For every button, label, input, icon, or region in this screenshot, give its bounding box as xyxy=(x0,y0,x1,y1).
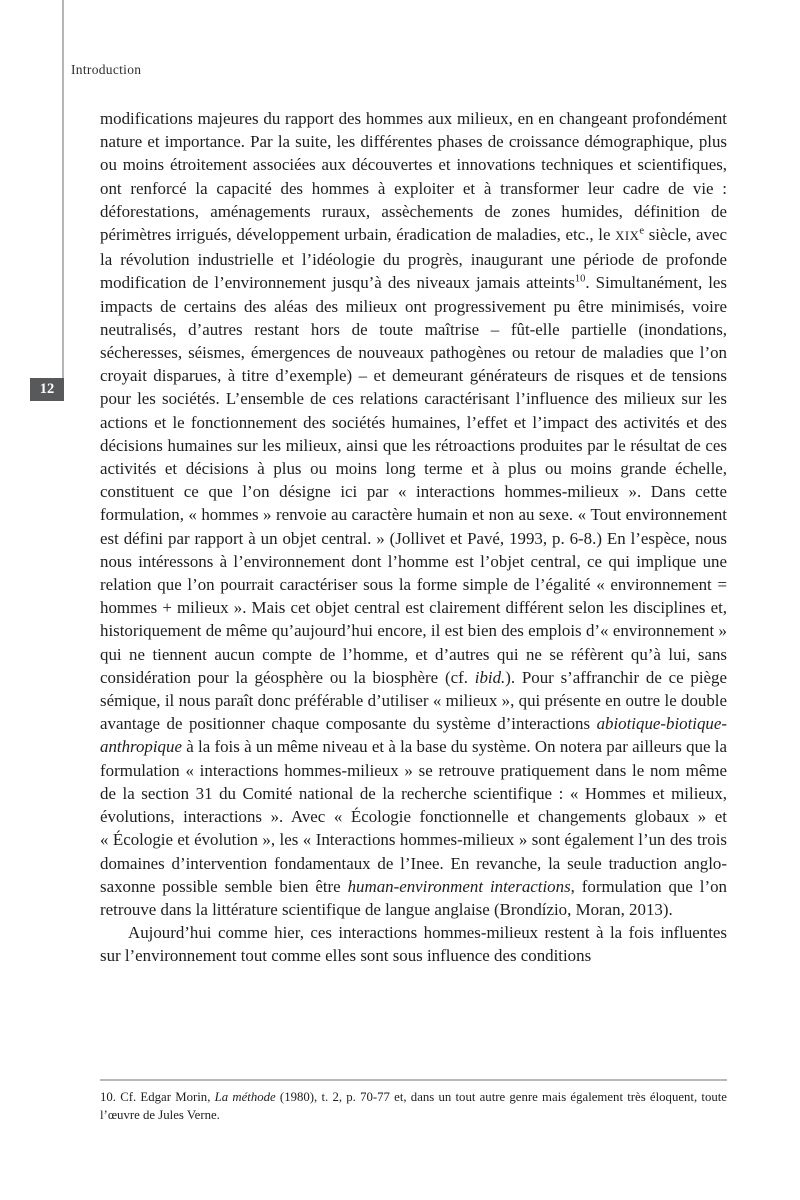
body-paragraph: modifications majeures du rapport des hommes aux milieux, en en changeant profondément nature et importance. Par la suite, les différentes phases de croissance démographique, plus ou moins étroitement associées aux découvertes et innovations techniques et scientifiques, ont renforcé la capacité des hommes à exploiter et à transformer leur cadre de vie : déforestations, aménagements ruraux, assèchements de zones humides, définition de périmètres irrigués, développement urbain, éradication de maladies, etc., le XIXe siècle, avec la révolution industrielle et l’idéologie du progrès, inaugurant une période de profonde modification de l’environnement jusqu’à des niveaux jamais atteints$^{10}$. Simultanément, les impacts de certains des aléas des milieux ont progressivement pu être minimisés, voire neutralisés, d’autres restant hors de toute maîtrise – fût-elle partielle (inondations, sécheresses, séismes, émergences de nouveaux pathogènes ou retour de maladies que l’on croyait disparues, à titre d’exemple) – et demeurant générateurs de risques et de tensions pour les sociétés. L’ensemble de ces relations caractérisant l’influence des milieux sur les actions et le fonctionnement des sociétés humaines, l’effet et l’impact des activités et des décisions humaines sur les milieux, ainsi que les rétroactions produites par le résultat de ces activités et décisions à plus ou moins long terme et à plus ou moins grande échelle, constituent ce que l’on désigne ici par « interactions hommes-milieux ». Dans cette formulation, « hommes » renvoie au caractère humain et non au sexe. « Tout environnement est défini par rapport à un objet central. » (Jollivet et Pavé, 1993, p. 6-8.) En l’espèce, nous nous intéressons à l’environnement dont l’homme est l’objet central, ce qui implique une relation que l’on pourrait caractériser sous la forme simple de l’égalité « environnement = hommes + milieux ». Mais cet objet central est clairement différent selon les disciplines et, historiquement de même qu’aujourd’hui encore, il est bien des emplois d’« environnement » qui ne tiennent aucun compte de l’homme, et d’autres qui ne se réfèrent qu’à lui, sans considération pour la géosphère ou la biosphère (cf. ibid.). Pour s’affranchir de ce piège sémique, il nous paraît donc préférable d’utiliser « milieux », qui présente en outre le double avantage de positionner chaque composante du système d’interactions abiotique-biotique-anthropique à la fois à un même niveau et à la base du système. On notera par ailleurs que la formulation « interactions hommes-milieux » se retrouve pratiquement dans le nom même de la section 31 du Comité national de la recherche scientifique : « Hommes et milieux, évolutions, interactions ». Avec « Écologie fonctionnelle et changements globaux » et « Écologie et évolution », les « Interactions hommes-milieux » sont également l’un des trois domaines d’intervention fondamentaux de l’Inee. En revanche, la seule traduction anglo-saxonne possible semble bien être human-environment interactions, formulation que l’on retrouve dans la littérature scientifique de langue anglaise (Brondízio, Moran, 2013). xyxy=(100,109,727,919)
margin-rule xyxy=(62,0,64,401)
page-number-badge xyxy=(30,378,64,401)
footnote: 10. Cf. Edgar Morin, La méthode (1980), t. 2, p. 70-77 et, dans un tout autre genre mais également très éloquent, toute l’œuvre de Jules Verne. xyxy=(100,1090,727,1122)
body-text xyxy=(100,107,727,968)
footnote-area xyxy=(100,1071,727,1124)
running-header: Introduction xyxy=(71,62,142,77)
page-number: 12 xyxy=(39,381,55,397)
body-paragraph: Aujourd’hui comme hier, ces interactions hommes-milieux restent à la fois influentes sur l’environnement tout comme elles sont sous influence des conditions xyxy=(100,923,727,966)
footnote-separator xyxy=(100,1079,727,1081)
